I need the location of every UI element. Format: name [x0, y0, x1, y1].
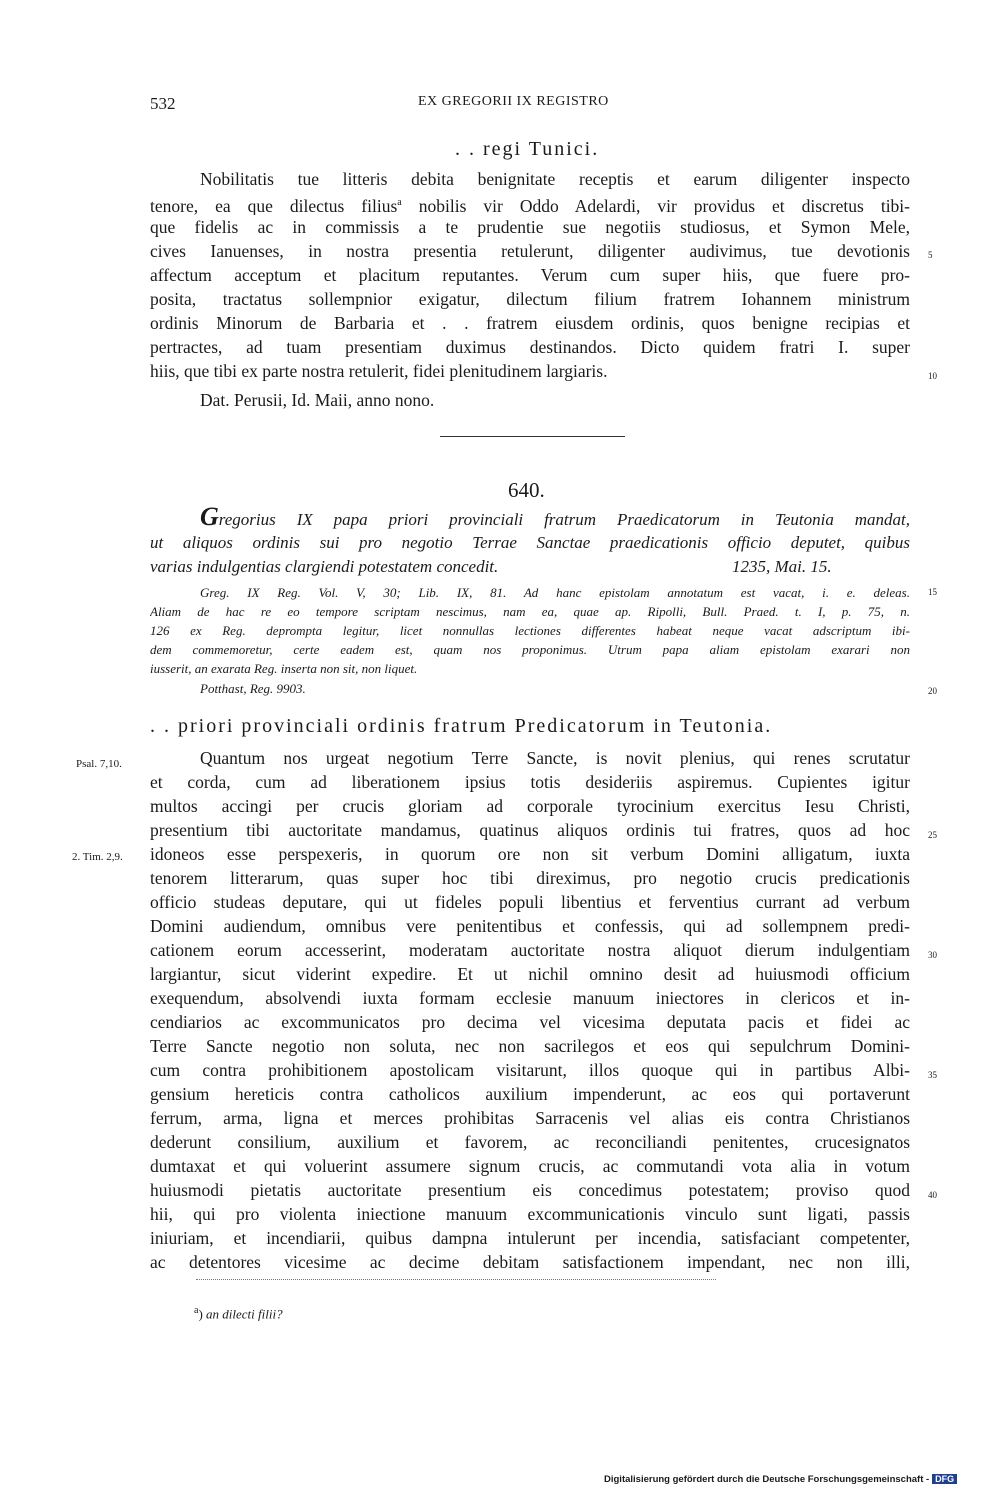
line-number: 35 — [928, 1070, 937, 1080]
note-line: Greg. IX Reg. Vol. V, 30; Lib. IX, 81. Ad hanc epistolam annotatum est vacat, i. e. deleas. — [200, 585, 910, 600]
dating-clause: Dat. Perusii, Id. Maii, anno nono. — [200, 390, 435, 410]
text-line: affectum acceptum et placitum reputantes. Verum cum super hiis, que fuere pro- — [150, 265, 910, 285]
footnote-text: an dilecti filii? — [206, 1306, 283, 1322]
text-line: cum contra prohibitionem apostolicam visitarunt, illos quoque qui in partibus Albi- — [150, 1060, 910, 1080]
text-line: hiis, que tibi ex parte nostra retulerit, fidei plenitudinem largiaris. — [150, 361, 608, 381]
line-number: 25 — [928, 830, 937, 840]
text-line: que fidelis ac in commissis a te prudentie sue negotiis studiosus, et Symon Mele, — [150, 217, 910, 237]
note-line: 126 ex Reg. deprompta legitur, licet nonnullas lectiones differentes habeat neque vacat adscriptum ibi- — [150, 623, 910, 638]
dfg-logo: DFG — [932, 1474, 957, 1484]
entry-number: 640. — [508, 478, 545, 502]
margin-reference: 2. Tim. 2,9. — [72, 851, 123, 863]
footnote: $^a$) an dilecti filii? — [194, 1305, 283, 1322]
regest-line — [200, 505, 910, 529]
text-line: officio studeas deputare, qui ut fideles populi libentius et ferventius currant ad verbum — [150, 892, 910, 912]
footnote-mark: a — [194, 1305, 199, 1316]
letter-heading: . . regi Tunici. — [455, 138, 600, 160]
text-line: ferrum, arma, ligna et merces prohibitas Sarracenis vel alias eis contra Christianos — [150, 1108, 910, 1128]
regest-initial: G — [200, 505, 219, 529]
regest-text: regorius IX papa priori provinciali fratrum Praedicatorum in Teutonia mandat, — [218, 510, 910, 529]
regest-line: varias indulgentias clargiendi potestatem concedit. — [150, 557, 499, 576]
text-line-part: nobilis vir Oddo Adelardi, vir providus et discretus tibi- — [401, 195, 910, 215]
text-line: hii, qui pro violenta iniectione manuum excommunicationis vinculo sunt ligati, passis — [150, 1204, 910, 1224]
text-line: multos accingi per crucis gloriam ad corporale tyrocinium exercitus Iesu Christi, — [150, 796, 910, 816]
text-line: pertractes, ad tuam presentiam duximus destinandos. Dicto quidem fratri I. super — [150, 337, 910, 357]
text-line: ac detentores vicesime ac decime debitam satisfactionem impendant, nec non illi, — [150, 1252, 910, 1272]
page-number: 532 — [150, 94, 176, 113]
text-line: tenorem litterarum, quas super hoc tibi direximus, pro negotio crucis predicationis — [150, 868, 910, 888]
text-line: iniuriam, et incendiarii, quibus dampna intulerunt per incendia, satisfaciant competenter, — [150, 1228, 910, 1248]
text-line: Quantum nos urgeat negotium Terre Sancte, is novit plenius, qui renes scrutatur — [200, 748, 910, 768]
text-line: Terre Sancte negotio non soluta, nec non sacrilegos et eos qui sepulchrum Domini- — [150, 1036, 910, 1056]
footer-text: Digitalisierung gefördert durch die Deutsche Forschungsgemeinschaft - — [604, 1474, 930, 1485]
note-line: Potthast, Reg. 9903. — [200, 681, 306, 696]
line-number: 40 — [928, 1190, 937, 1200]
text-line: idoneos esse perspexeris, in quorum ore non sit verbum Domini alligatum, iuxta — [150, 844, 910, 864]
text-line-part: tenore, ea que dilectus filius — [150, 195, 398, 215]
footnote-separator — [196, 1279, 716, 1280]
text-line: et corda, cum ad liberationem ipsius totis desideriis aspiremus. Cupientes igitur — [150, 772, 910, 792]
text-line: gensium hereticis contra catholicos auxilium impenderunt, ac eos qui portaverunt — [150, 1084, 910, 1104]
line-number: 20 — [928, 686, 937, 696]
text-line: posita, tractatus sollempnior exigatur, dilectum filium fratrem Iohannem ministrum — [150, 289, 910, 309]
running-title: EX GREGORII IX REGISTRO — [418, 94, 609, 109]
text-line: dederunt consilium, auxilium et favorem, ac reconciliandi penitentes, crucesignatos — [150, 1132, 910, 1152]
line-number: 15 — [928, 587, 937, 597]
text-line: dumtaxat et qui voluerint assumere signum crucis, ac commutandi vota alia in votum — [150, 1156, 910, 1176]
text-line: presentium tibi auctoritate mandamus, quatinus aliquos ordinis tui fratres, quos ad hoc — [150, 820, 910, 840]
text-line — [150, 191, 910, 215]
digitization-credit — [604, 1474, 957, 1485]
note-line: dem commemoretur, certe eadem est, quam nos proponimus. Utrum papa aliam epistolam exarari non — [150, 642, 910, 657]
margin-reference: Psal. 7,10. — [76, 758, 122, 770]
text-line: cationem eorum accesserint, moderatam auctoritate nostra aliquot dierum indulgentiam — [150, 940, 910, 960]
text-line: exequendum, absolvendi iuxta formam ecclesie manuum iniectores in clericos et in- — [150, 988, 910, 1008]
text-line: ordinis Minorum de Barbaria et . . fratrem eiusdem ordinis, quos benigne recipias et — [150, 313, 910, 333]
section-separator — [440, 436, 625, 437]
text-line: cives Ianuenses, in nostra presentia retulerunt, diligenter audivimus, tue devotionis — [150, 241, 910, 261]
text-line: huiusmodi pietatis auctoritate presentium eis concedimus potestatem; proviso quod — [150, 1180, 910, 1200]
footnote-marker: a — [397, 197, 402, 208]
text-line: Nobilitatis tue litteris debita benignitate receptis et earum diligenter inspecto — [200, 169, 910, 189]
entry-date: 1235, Mai. 15. — [732, 557, 832, 576]
note-line: iusserit, an exarata Reg. inserta non sit, non liquet. — [150, 661, 418, 676]
line-number: 10 — [928, 371, 937, 381]
note-line: Aliam de hac re eo tempore scriptam nescimus, nam ea, quae ap. Ripolli, Bull. Praed. t. I, p. 75, n. — [150, 604, 910, 619]
text-line: Domini audiendum, omnibus vere penitentibus et confessis, qui ad sollempnem predi- — [150, 916, 910, 936]
line-number: 30 — [928, 950, 937, 960]
line-number: 5 — [928, 250, 933, 260]
text-line: cendiarios ac excommunicatos pro decima vel vicesima deputata pacis et fidei ac — [150, 1012, 910, 1032]
text-line: largiantur, sicut viderint expedire. Et ut nichil omnino desit ad huiusmodi officium — [150, 964, 910, 984]
regest-line: ut aliquos ordinis sui pro negotio Terrae Sanctae praedicationis officio deputet, quibus — [150, 533, 910, 552]
letter-heading: . . priori provinciali ordinis fratrum Predicatorum in Teutonia. — [150, 715, 773, 737]
